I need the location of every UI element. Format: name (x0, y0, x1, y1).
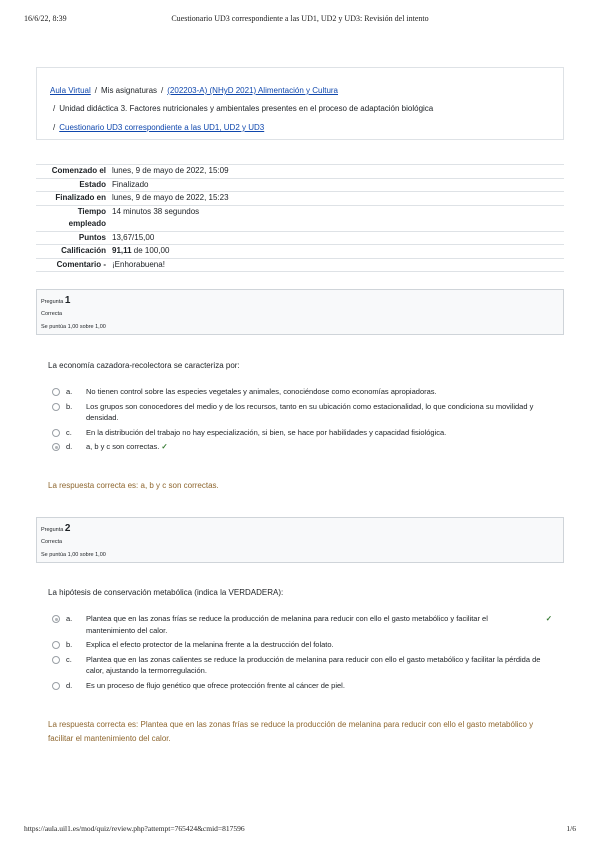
answer-option[interactable] (52, 639, 552, 651)
answer-list-1 (52, 386, 552, 456)
answer-letter: a. (66, 614, 73, 623)
summary-row (36, 231, 564, 245)
summary-value (112, 245, 564, 258)
answer-letter: b. (66, 640, 73, 649)
breadcrumb-unit: Unidad didáctica 3. Factores nutricionales y ambientales presentes en el proceso de adaptación biológica (59, 104, 434, 113)
question-info-1 (36, 289, 564, 335)
answer-letter: d. (66, 680, 73, 690)
radio-button[interactable] (52, 656, 60, 664)
answer-option[interactable] (52, 441, 552, 453)
answer-letter: c. (66, 427, 72, 437)
summary-row (36, 258, 564, 273)
summary-value: lunes, 9 de mayo de 2022, 15:09 (112, 166, 229, 175)
radio-button[interactable] (52, 641, 60, 649)
breadcrumb-separator: / (161, 86, 164, 95)
right-answer-feedback-1: La respuesta correcta es: a, b y c son correctas. (48, 481, 219, 490)
summary-label: Finalizado en (55, 193, 106, 202)
answer-option[interactable] (52, 613, 552, 636)
breadcrumb-quiz-link[interactable]: Cuestionario UD3 correspondiente a las UD1, UD2 y UD3 (59, 123, 265, 132)
print-page-number: 1/6 (566, 824, 576, 833)
answer-option[interactable] (52, 654, 552, 677)
radio-button[interactable] (52, 682, 60, 690)
answer-text: Los grupos son conocedores del medio y de los recursos, tanto en su ubicación como estacionalidad, lo que condiciona su movilidad y densidad. (86, 401, 534, 422)
breadcrumb-course-link[interactable]: (202203-A) (NHyD 2021) Alimentación y Cultura (167, 86, 339, 95)
breadcrumb-my-courses: Mis asignaturas (101, 86, 158, 95)
breadcrumb-line-2 (53, 104, 433, 113)
radio-button-selected[interactable] (52, 615, 60, 623)
answer-letter: a. (66, 387, 73, 396)
print-footer (24, 824, 576, 836)
summary-row (36, 205, 564, 231)
check-icon: ✓ (545, 614, 552, 623)
summary-label: Comentario - (56, 259, 106, 269)
grade-value: 91,11 (112, 246, 132, 255)
right-answer-feedback-2: La respuesta correcta es: Plantea que en las zonas frías se reduce la producción de melanina para reducir con ello el gasto metabólico y facilitar el mantenimiento del calor. (48, 720, 534, 743)
question-number (41, 295, 70, 306)
check-icon: ✓ (161, 442, 168, 451)
answer-text: No tienen control sobre las especies vegetales y animales, conociéndose como economías apropiadoras. (86, 387, 437, 396)
summary-label: Comenzado el (51, 166, 106, 175)
breadcrumb-line-1 (50, 86, 338, 95)
answer-option[interactable] (52, 680, 552, 692)
question-text-1: La economía cazadora-recolectora se caracteriza por: (48, 361, 240, 370)
answer-text: Explica el efecto protector de la melanina frente a la destrucción del folato. (86, 640, 334, 649)
answer-text: En la distribución del trabajo no hay especialización, si bien, se hace por habilidades y capacidad fisiológica. (86, 427, 447, 437)
radio-button[interactable] (52, 388, 60, 396)
answer-letter: b. (66, 401, 73, 411)
question-grade: Se puntúa 1,00 sobre 1,00 (41, 552, 106, 558)
grade-max: de 100,00 (131, 246, 170, 255)
question-text-2: La hipótesis de conservación metabólica (indica la VERDADERA): (48, 588, 284, 597)
summary-value: 14 minutos 38 segundos (112, 206, 200, 216)
summary-label: Calificación (61, 246, 106, 255)
summary-value: 13,67/15,00 (112, 232, 155, 242)
summary-label: Estado (79, 179, 106, 189)
answer-text: Es un proceso de flujo genético que ofrece protección frente al cáncer de piel. (86, 680, 345, 690)
question-number (41, 523, 70, 534)
answer-letter: d. (66, 442, 73, 451)
print-header (24, 14, 576, 26)
question-state: Correcta (41, 539, 63, 545)
question-state: Correcta (41, 311, 63, 317)
answer-letter: c. (66, 654, 72, 664)
answer-option[interactable] (52, 401, 552, 424)
print-url: https://aula.uil1.es/mod/quiz/review.php?attempt=765424&cmid=817596 (24, 824, 245, 833)
summary-value: ¡Enhorabuena! (112, 259, 165, 269)
summary-row (36, 178, 564, 192)
print-title: Cuestionario UD3 correspondiente a las UD1, UD2 y UD3: Revisión del intento (171, 14, 429, 23)
breadcrumb-line-3 (53, 123, 264, 132)
answer-text: a, b y c son correctas. (86, 442, 160, 451)
answer-option[interactable] (52, 427, 552, 439)
print-date: 16/6/22, 8:39 (24, 14, 67, 23)
answer-text-wrapper (86, 441, 552, 453)
summary-row (36, 191, 564, 205)
breadcrumb-home-link[interactable]: Aula Virtual (50, 86, 91, 95)
answer-list-2 (52, 613, 552, 694)
summary-row (36, 244, 564, 258)
question-number-value: 1 (64, 295, 71, 306)
answer-option[interactable] (52, 386, 552, 398)
breadcrumb-separator: / (53, 123, 56, 132)
radio-button[interactable] (52, 429, 60, 437)
answer-text: Plantea que en las zonas frías se reduce la producción de melanina para reducir con ello el gasto metabólico y facilitar el mantenimiento del calor. (86, 614, 488, 635)
attempt-summary-table (36, 164, 564, 272)
summary-value: Finalizado (112, 179, 149, 189)
question-prefix: Pregunta (41, 527, 64, 533)
summary-row (36, 164, 564, 178)
question-info-2 (36, 517, 564, 563)
radio-button[interactable] (52, 403, 60, 411)
breadcrumb-separator: / (53, 104, 56, 113)
breadcrumb-separator: / (94, 86, 97, 95)
question-prefix: Pregunta (41, 299, 64, 305)
question-number-value: 2 (64, 523, 71, 534)
summary-label: Tiempo empleado (68, 206, 106, 228)
summary-label: Puntos (78, 232, 106, 242)
radio-button-selected[interactable] (52, 443, 60, 451)
summary-value: lunes, 9 de mayo de 2022, 15:23 (112, 193, 229, 202)
breadcrumb (36, 67, 564, 140)
answer-text: Plantea que en las zonas calientes se reduce la producción de melanina para reducir con ello el gasto metabólico y facilitar la pérdida de calor, ajustando la termorregulación. (86, 654, 541, 675)
question-grade: Se puntúa 1,00 sobre 1,00 (41, 324, 106, 330)
